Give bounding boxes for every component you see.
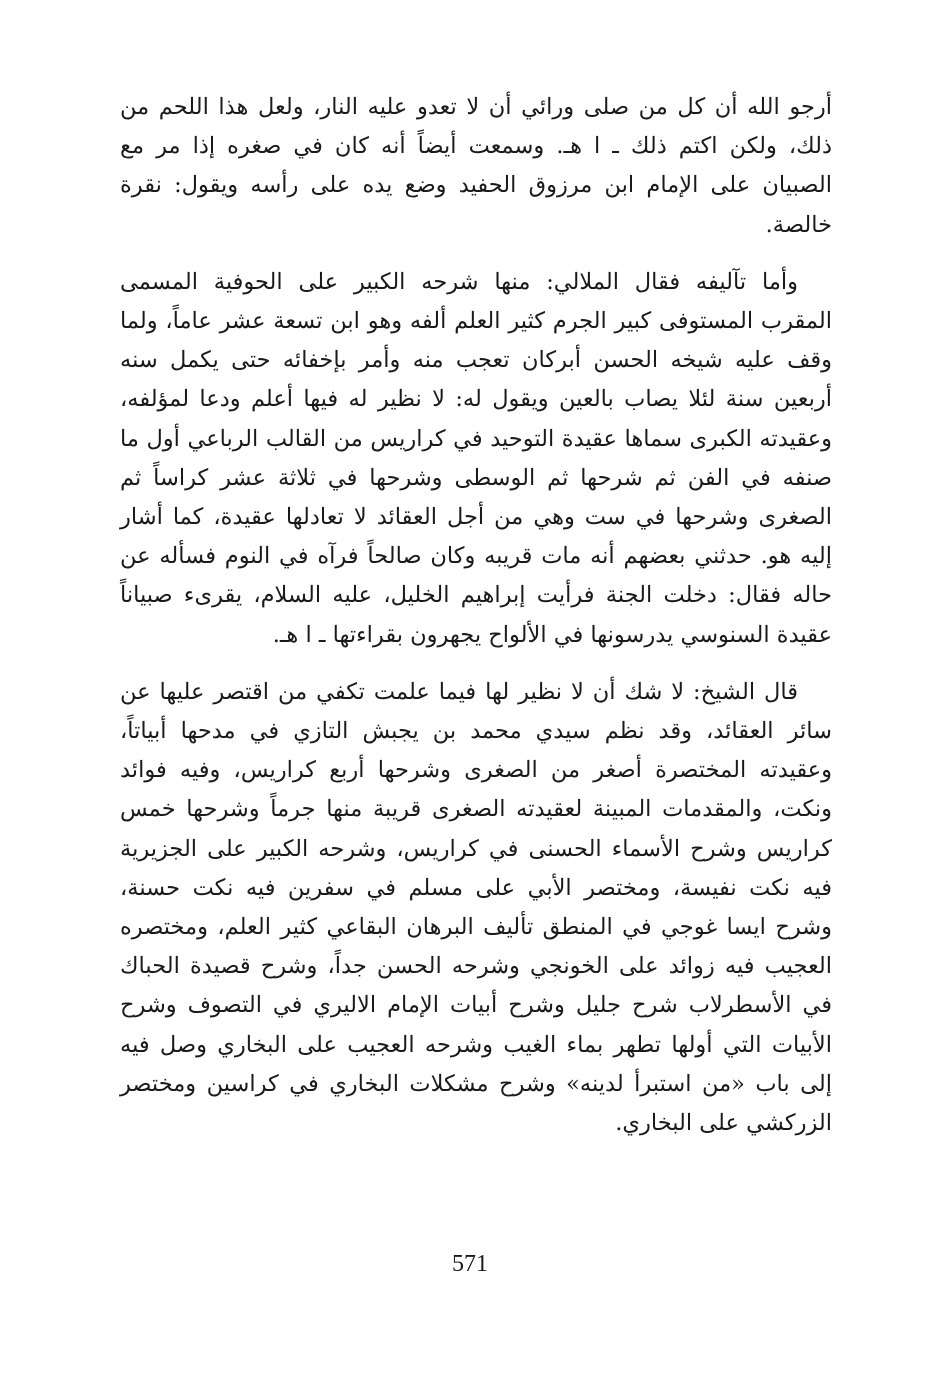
page-number: 571 bbox=[452, 1251, 488, 1277]
paragraph-1: أرجو الله أن كل من صلى ورائي أن لا تعدو عليه النار، ولعل هذا اللحم من ذلك، ولكن اكتم ذلك ـ ا هـ. وسمعت أيضاً أنه كان في صغره إذا مر مع الصبيان على الإمام ابن مرزوق الحفيد وضع يده على رأسه ويقول: نقرة خالصة. bbox=[120, 94, 832, 238]
paragraph-2: وأما تآليفه فقال الملالي: منها شرحه الكبير على الحوفية المسمى المقرب المستوفى كبير الجرم كثير العلم ألفه وهو ابن تسعة عشر عاماً، ولما وقف عليه شيخه الحسن أبركان تعجب منه وأمر بإخفائه حتى يكمل سنه أربعين سنة لئلا يصاب بالعين ويقول له: لا نظير له فيها أعلم ودعا لمؤلفه، وعقيدته الكبرى سماها عقيدة التوحيد في كراريس من القالب الرباعي أول ما صنفه في الفن ثم شرحها ثم الوسطى وشرحها في ثلاثة عشر كراساً ثم الصغرى وشرحها في ست وهي من أجل العقائد لا تعادلها عقيدة، كما أشار إليه هو. حدثني بعضهم أنه مات قريبه وكان صالحاً فرآه في النوم فسأله عن حاله فقال: دخلت الجنة فرأيت إبراهيم الخليل، عليه السلام، يقرىء صبياناً عقيدة السنوسي يدرسونها في الألواح يجهرون بقراءتها ـ ا هـ. bbox=[120, 268, 832, 648]
body-text bbox=[120, 88, 832, 1143]
paragraph-3: قال الشيخ: لا شك أن لا نظير لها فيما علمت تكفي من اقتصر عليها عن سائر العقائد، وقد نظم سيدي محمد بن يجبش التازي في مدحها أبياتاً، وعقيدته المختصرة أصغر من الصغرى وشرحها أربع كراريس، وفيه فوائد ونكت، والمقدمات المبينة لعقيدته الصغرى قريبة منها جرماً وشرحها خمس كراريس وشرح الأسماء الحسنى في كراريس، وشرحه الكبير على الجزيرية فيه نكت نفيسة، ومختصر الأبي على مسلم في سفرين فيه نكت حسنة، وشرح ايسا غوجي في المنطق تأليف البرهان البقاعي كثير العلم، ومختصره العجيب فيه زوائد على الخونجي وشرحه الحسن جداً، وشرح قصيدة الحباك في الأسطرلاب شرح جليل وشرح أبيات الإمام الاليري في التصوف وشرح الأبيات التي أولها تطهر بماء الغيب وشرحه العجيب على البخاري وصل فيه إلى باب «من استبرأ لدينه» وشرح مشكلات البخاري في كراسين ومختصر الزركشي على البخاري. bbox=[120, 678, 832, 1137]
